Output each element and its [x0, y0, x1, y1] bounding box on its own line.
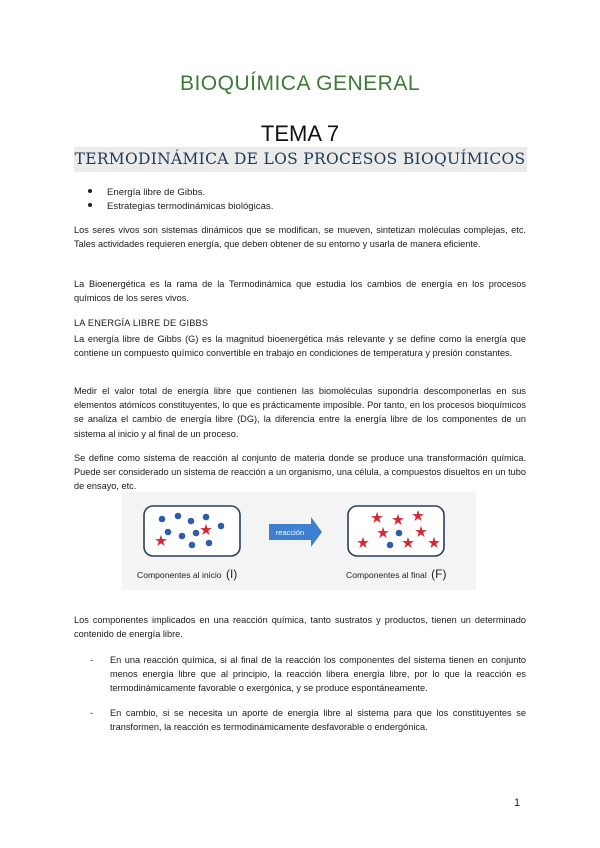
dash-item-exergonica	[90, 653, 526, 696]
molecule-circle-icon	[193, 530, 200, 537]
bullet-dot-icon	[88, 203, 92, 207]
dash-marker: -	[90, 708, 94, 718]
svg-text:Componentes al final (F)	[346, 567, 446, 581]
caption-final-letter: (F)	[431, 567, 447, 581]
paragraph-sistema-reaccion: Se define como sistema de reacción al conjunto de materia donde se produce una transformación química. Puede ser considerado un sistema de reacción a un organismo, una célula, a compuestos disueltos en un tubo de ensayo, etc.	[74, 453, 526, 492]
svg-text:Componentes al inicio (I)	[137, 567, 237, 581]
paragraph-bioenergetica: La Bioenergética es la rama de la Termodinámica que estudia los cambios de energía en los procesos químicos de los seres vivos.	[74, 279, 526, 304]
course-title: BIOQUÍMICA GENERAL	[179, 72, 421, 95]
molecule-circle-icon	[188, 518, 195, 525]
bullet-text: Energía libre de Gibbs.	[107, 187, 206, 198]
dash-item-endergonica	[90, 706, 526, 734]
bullet-item	[88, 201, 273, 212]
molecule-circle-icon	[165, 529, 172, 536]
final-box	[348, 506, 444, 556]
molecule-circle-icon	[203, 514, 210, 521]
reaction-figure	[122, 492, 476, 590]
paragraph-intro: Los seres vivos son sistemas dinámicos que se modifican, se mueven, sintetizan moléculas complejas, etc. Tales actividades requieren energía, que deben obtener de su entorno y usarla de manera eficiente.	[74, 225, 526, 250]
bullet-text: Estrategias termodinámicas biológicas.	[107, 201, 274, 212]
molecule-circle-icon	[179, 533, 186, 540]
arrow-label: reacción	[275, 528, 305, 537]
bullet-item	[88, 187, 205, 198]
bullet-dot-icon	[88, 189, 92, 193]
paragraph-dg: Medir el valor total de energía libre que contienen las biomoléculas supondría descomponerlas en sus elementos atómicos constituyentes, lo que es prácticamente imposible. Por tanto, en los procesos bioquímicos se analiza el cambio de energía libre (DG), la diferencia entre la energía libre de los componentes de un sistema al inicio y al final de un proceso.	[74, 386, 526, 439]
dash-item-text: En cambio, si se necesita un aporte de energía libre al sistema para que los constituyentes se transformen, la reacción es termodinámicamente desfavorable o endergónica.	[110, 708, 526, 733]
molecule-circle-icon	[175, 513, 182, 520]
caption-final: Componentes al final	[346, 570, 427, 580]
molecule-circle-icon	[218, 523, 225, 530]
caption-initial: Componentes al inicio	[137, 570, 222, 580]
molecule-circle-icon	[387, 542, 394, 549]
page-number: 1	[514, 797, 521, 809]
initial-box	[144, 506, 240, 556]
paragraph-componentes: Los componentes implicados en una reacción química, tanto sustratos y productos, tienen un determinado contenido de energía libre.	[74, 615, 526, 640]
molecule-circle-icon	[159, 516, 166, 523]
dash-marker: -	[90, 655, 94, 665]
section-title: TERMODINÁMICA DE LOS PROCESOS BIOQUÍMICOS	[74, 150, 526, 168]
paragraph-gibbs-definition: La energía libre de Gibbs (G) es la magnitud bioenergética más relevante y se define como la energía que contiene un compuesto químico convertible en trabajo en condiciones de temperatura y presión constantes.	[74, 334, 526, 359]
molecule-circle-icon	[396, 530, 403, 537]
heading-gibbs: LA ENERGÍA LIBRE DE GIBBS	[74, 318, 209, 328]
caption-initial-letter: (I)	[225, 567, 238, 581]
molecule-circle-icon	[206, 540, 213, 547]
tema-title: TEMA 7	[260, 121, 340, 146]
dash-item-text: En una reacción química, si al final de la reacción los componentes del sistema tienen en conjunto menos energía libre que al principio, la reacción libera energía libre, por lo que la reacción es termodinámicamente favorable o exergónica, y se produce espontáneamente.	[110, 655, 526, 694]
molecule-circle-icon	[189, 542, 196, 549]
